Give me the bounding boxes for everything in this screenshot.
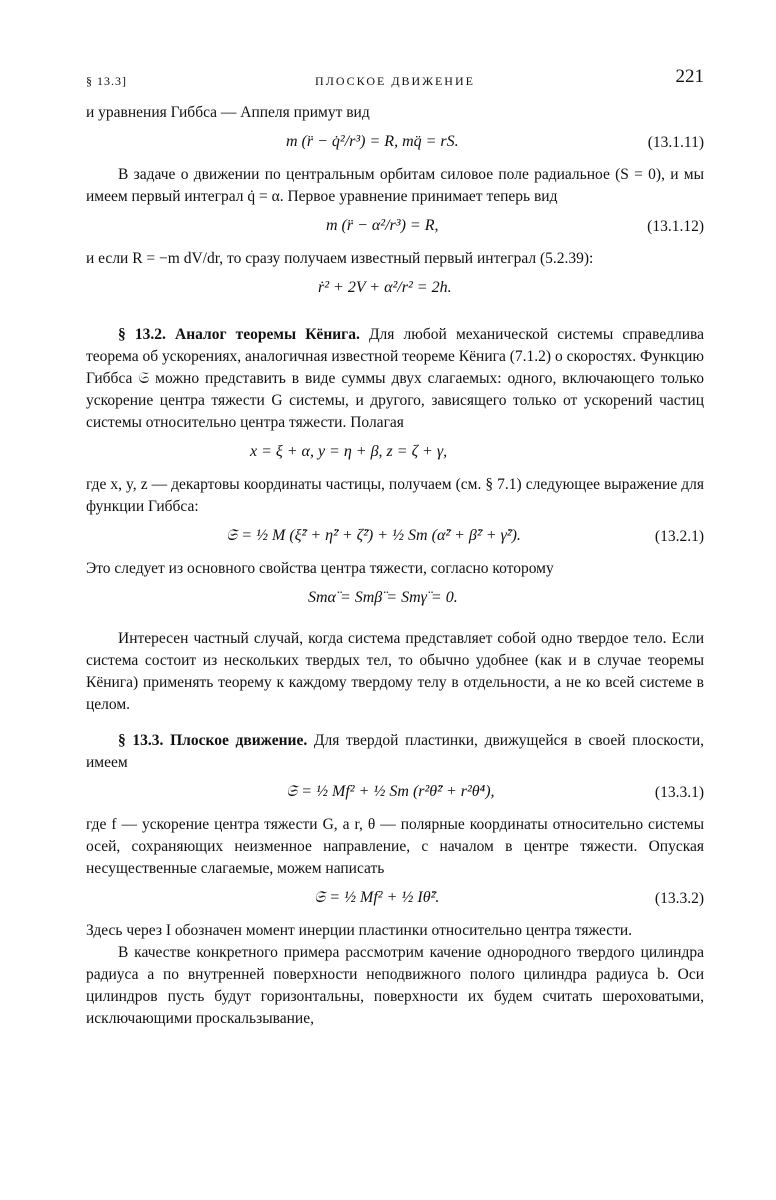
paragraph-cartesian: где x, y, z — декартовы координаты частицы, получаем (см. § 7.1) следующее выражение для функции Гиббса: (86, 476, 704, 515)
equation-13-2-1 (86, 518, 704, 558)
equation-body: x = ξ + α, y = η + β, z = ζ + γ, (250, 443, 448, 460)
section-13-2-paragraph (86, 324, 704, 434)
paragraph-rigid-body: Интересен частный случай, когда система представляет собой одно твердое тело. Если система состоит из нескольких твердых тел, то обычно удобнее (как и в случае теоремы Кёнига) применять теорему к каждому твердому телу в отдельности, а не ко всей системе в целом. (86, 630, 704, 713)
equation-13-3-1 (86, 774, 704, 814)
equation-body: m (r̈ − α²/r³) = R, (326, 217, 439, 234)
equation-center-property (86, 580, 704, 620)
running-header (86, 64, 704, 94)
equation-body: Smα̈ = Smβ̈ = Smγ̈ = 0. (308, 589, 458, 606)
header-title: ПЛОСКОЕ ДВИЖЕНИЕ (315, 74, 475, 88)
paragraph-first-integral: и если R = −m dV/dr, то сразу получаем известный первый интеграл (5.2.39): (86, 250, 594, 267)
section-13-2-text: Для любой механической системы справедлива теорема об ускорениях, аналогичная известной теореме Кёнига (7.1.2) о скоростях. Функцию Гиббса 𝔖 можно представить в виде суммы двух слагаемых: одного, включающего только ускорение центра тяжести G системы, и другого, зависящего только от ускорений частиц системы относительно центра тяжести. Полагая (86, 326, 704, 431)
section-13-3-heading: § 13.3. Плоское движение. (118, 732, 308, 749)
equation-13-1-12 (86, 208, 704, 248)
equation-number: (13.1.12) (647, 218, 704, 235)
section-13-2-heading: § 13.2. Аналог теоремы Кёнига. (118, 326, 360, 343)
header-section-ref: § 13.3] (86, 74, 127, 88)
equation-number: (13.3.2) (654, 890, 704, 907)
equation-coordinates (86, 434, 704, 474)
book-page (86, 64, 704, 1030)
equation-13-3-2 (86, 880, 704, 920)
equation-body: 𝔖 = ½ Mf² + ½ Iθ̈². (314, 889, 440, 906)
paragraph-polar-coords: где f — ускорение центра тяжести G, а r, θ — полярные координаты относительно системы осей, сохраняющих неизменное направление, с началом в центре тяжести. Опуская несущественные слагаемые, можем написать (86, 816, 704, 877)
equation-body: ṙ² + 2V + α²/r² = 2h. (318, 279, 452, 296)
paragraph-intro: и уравнения Гиббса — Аппеля примут вид (86, 104, 370, 121)
page-number: 221 (675, 66, 704, 87)
equation-body: m (r̈ − q̇²/r³) = R, mq̈ = rS. (286, 133, 459, 150)
paragraph-cylinder-example: В качестве конкретного примера рассмотрим качение однородного твердого цилиндра радиуса a по внутренней поверхности неподвижного полого цилиндра радиуса b. Оси цилиндров пусть будут горизонтальны, поверхности их будем считать шероховатыми, исключающими проскальзывание, (86, 944, 704, 1027)
paragraph-central-orbits: В задаче о движении по центральным орбитам силовое поле радиальное (S = 0), и мы имеем первый интеграл q̇ = α. Первое уравнение принимает теперь вид (86, 166, 704, 205)
equation-number: (13.1.11) (647, 134, 704, 151)
equation-number: (13.2.1) (654, 528, 704, 545)
paragraph-moment-of-inertia: Здесь через I обозначен момент инерции пластинки относительно центра тяжести. (86, 922, 633, 939)
paragraph-center-of-mass: Это следует из основного свойства центра тяжести, согласно которому (86, 560, 554, 577)
equation-body: 𝔖 = ½ Mf² + ½ Sm (r²θ̈² + r²θ̇⁴), (286, 783, 495, 800)
equation-energy-integral (86, 270, 704, 310)
section-13-3-text: Для твердой пластинки, движущейся в своей плоскости, имеем (86, 732, 705, 771)
equation-body: 𝔖 = ½ M (ξ̈² + η̈² + ζ̈²) + ½ Sm (α̈² + β̈² + γ̈²). (226, 527, 521, 544)
section-13-3-paragraph (86, 730, 704, 774)
equation-number: (13.3.1) (654, 784, 704, 801)
equation-13-1-11 (86, 124, 704, 164)
